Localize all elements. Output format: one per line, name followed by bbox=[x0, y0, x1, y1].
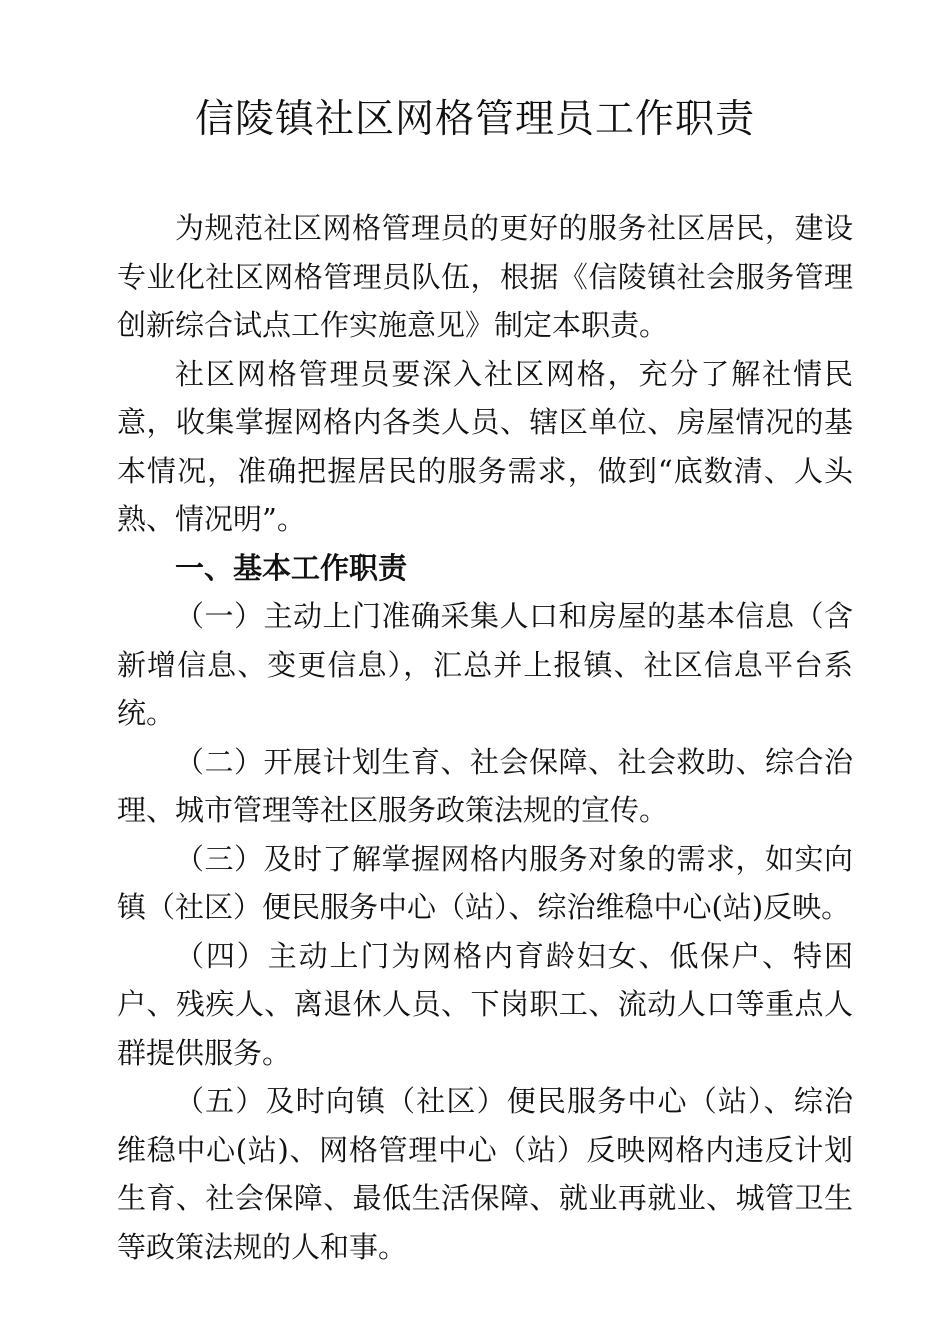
duty-item-5: （五）及时向镇（社区）便民服务中心（站）、综治维稳中心(站)、网格管理中心（站）反映网格内违反计划生育、社会保障、最低生活保障、就业再就业、城管卫生等政策法规的人和事。 bbox=[117, 1084, 853, 1264]
duty-item-4: （四）主动上门为网格内育龄妇女、低保户、特困户、残疾人、离退休人员、下岗职工、流动人口等重点人群提供服务。 bbox=[117, 938, 853, 1070]
document-body bbox=[117, 204, 853, 1271]
section-heading: 一、基本工作职责 bbox=[175, 550, 408, 585]
duty-item-3: （三）及时了解掌握网格内服务对象的需求，如实向镇（社区）便民服务中心（站）、综治维稳中心(站)反映。 bbox=[117, 841, 853, 924]
duty-item-2: （二）开展计划生育、社会保障、社会救助、综合治理、城市管理等社区服务政策法规的宣传。 bbox=[117, 744, 853, 827]
duty-overview-paragraph: 社区网格管理员要深入社区网格，充分了解社情民意，收集掌握网格内各类人员、辖区单位、房屋情况的基本情况，准确把握居民的服务需求，做到“底数清、人头熟、情况明”。 bbox=[117, 356, 853, 536]
document-title: 信陵镇社区网格管理员工作职责 bbox=[194, 97, 755, 142]
intro-paragraph: 为规范社区网格管理员的更好的服务社区居民，建设专业化社区网格管理员队伍，根据《信陵镇社会服务管理创新综合试点工作实施意见》制定本职责。 bbox=[117, 211, 853, 342]
duty-item-1: （一）主动上门准确采集人口和房屋的基本信息（含新增信息、变更信息），汇总并上报镇、社区信息平台系统。 bbox=[117, 599, 853, 730]
